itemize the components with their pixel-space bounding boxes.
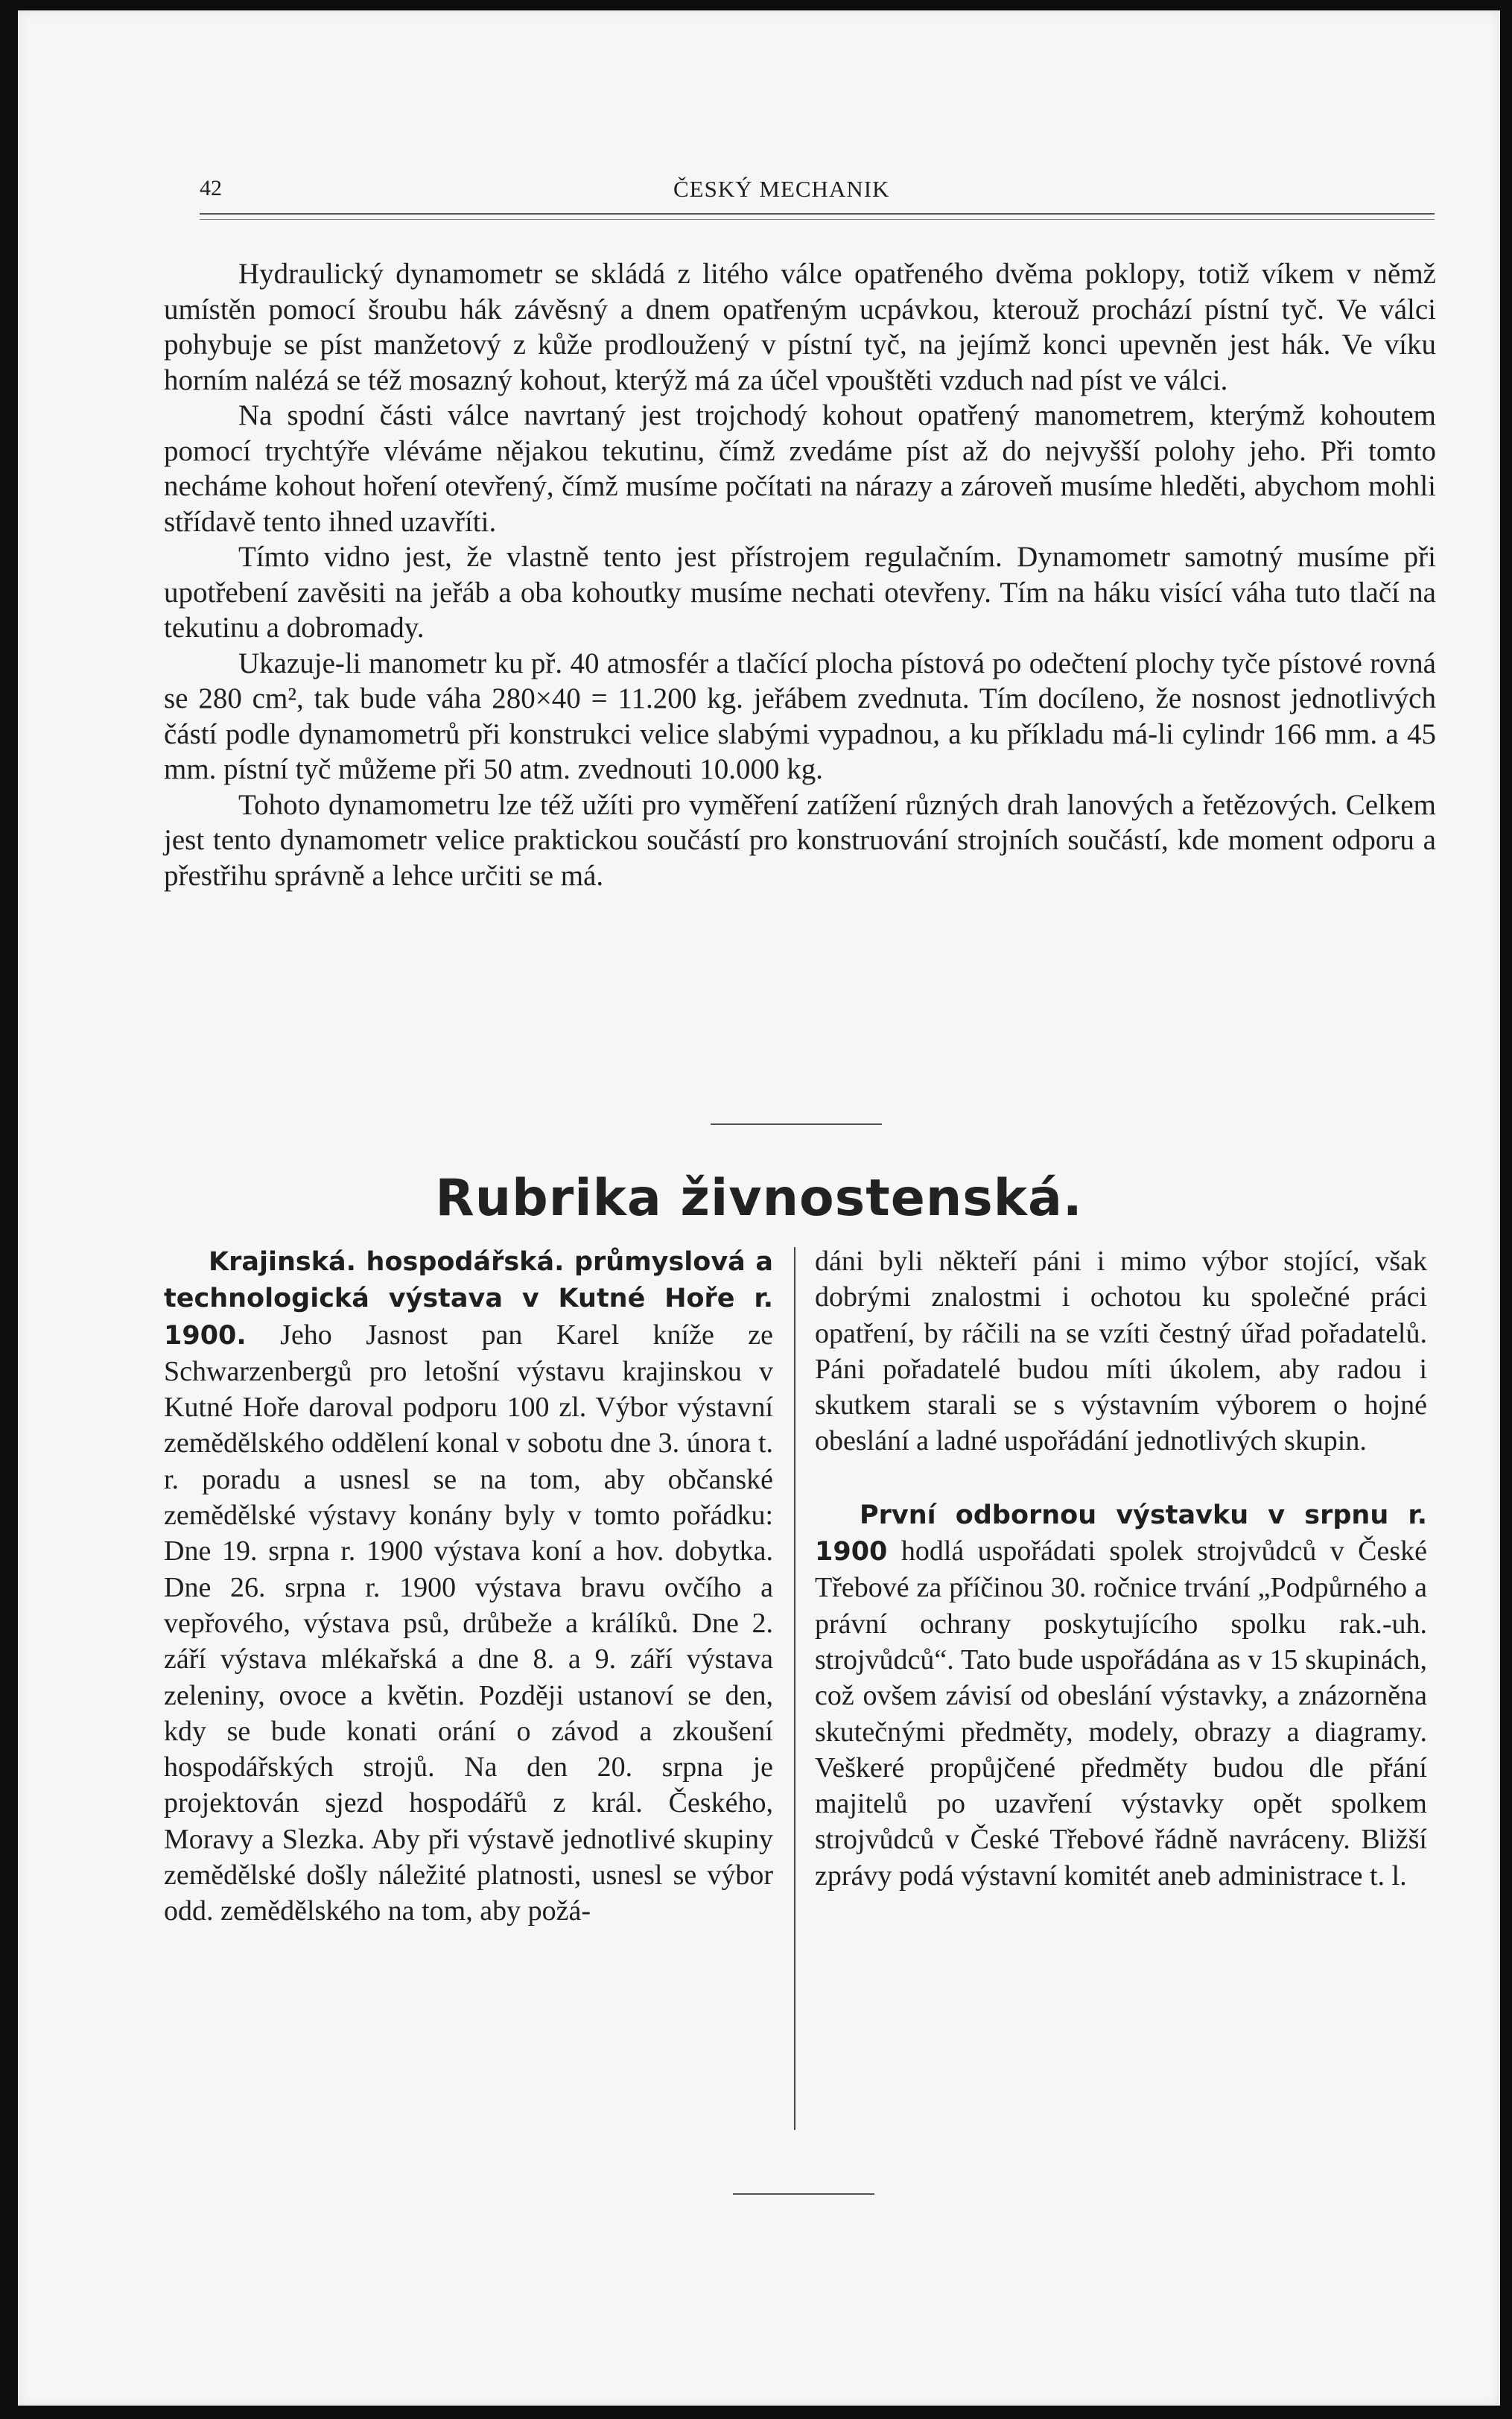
article-continuation: dáni byli někteří páni i mimo výbor stojící, však dobrými znalostmi i ochotou ku společné práci opatření, by ráčili na se vzíti čestný úřad pořadatelů. Páni pořadatelé budou míti úkolem, aby radou i skutkem starali se s výstavním výborem o hojné obeslání a ladné uspořádání jednotlivých skupin. (815, 1246, 1427, 1457)
end-separator (733, 2193, 874, 2195)
section-title: Rubrika živnostenská. (435, 1169, 1083, 1228)
article-lead: První odbornou výstavku v srpnu r. 1900 (815, 1500, 1427, 1567)
page-header (200, 176, 1292, 206)
article-paragraph: Ukazuje-li manometr ku př. 40 atmosfér a tlačící plocha pístová po odečtení plochy tyče pístové rovná se 280 cm², tak bude váha 280×40 = 11.200 kg. jeřábem zvednuta. Tím docíleno, že nosnost jednotlivých částí podle dynamometrů při konstrukci velice slabými vypadnou, a ku příkladu má-li cylindr 166 mm. a 45 mm. pístní tyč můžeme při 50 atm. zvednouti 10.000 kg. (164, 647, 1436, 785)
article-lead: Krajinská. hospodářská. průmyslová a technologická výstava v Kutné Hoře r. 1900. (164, 1247, 773, 1351)
dynamometer-article (164, 256, 1436, 893)
article-paragraph: Tímto vidno jest, že vlastně tento jest přístrojem regulačním. Dynamometr samotný musíme při upotřebení zavěsiti na jeřáb a oba kohoutky musíme nechati otevřeny. Tím na háku visící váha tuto tlačí na tekutinu a dobromady. (164, 541, 1436, 644)
article-body: Jeho Jasnost pan Karel kníže ze Schwarzenbergů pro letošní výstavu krajinskou v Kutné Hoře daroval podporu 100 zl. Výbor výstavní zemědělského oddělení konal v sobotu dne 3. února t. r. poradu a usnesl se na tom, aby občanské zemědělské výstavy konány byly v tomto pořádku: Dne 19. srpna r. 1900 výstava koní a hov. dobytka. Dne 26. srpna r. 1900 výstava bravu ovčího a vepřového, výstava psů, drůbeže a králíků. Dne 2. září výstava mlékařská a dne 8. a 9. září výstava zeleniny, ovoce a květin. Později ustanoví se den, kdy se bude konati orání o závod a zkoušení hospodářských strojů. Na den 20. srpna je projektován sjezd hospodářů z král. Českého, Moravy a Slezka. Aby při výstavě jednotlivé skupiny zemědělské došly náležité platnosti, usnesl se výbor odd. zemědělského na tom, aby požá- (164, 1319, 774, 1927)
article-paragraph: Tohoto dynamometru lze též užíti pro vyměření zatížení různých drah lanových a řetězových. Celkem jest tento dynamometr velice praktickou součástí pro konstruování strojních součástí, kde moment odporu a přestřihu správně a lehce určiti se má. (164, 788, 1436, 892)
exhibition-ceska-trebova (815, 1497, 1427, 1894)
right-column (815, 1243, 1427, 1894)
left-column (164, 1243, 773, 1930)
scanned-page (18, 10, 1500, 2406)
article-body: hodlá uspořádati spolek strojvůdců v České Třebové za příčinou 30. ročnice trvání „Podpůrného a právní ochrany poskytujícího spolku rak.-uh. strojvůdců“. Tato bude uspořádána as v 15 skupinách, což ovšem závisí od obeslání výstavky, a znázorněna skutečnými předměty, modely, obrazy a diagramy. Veškeré propůjčené předměty budou dle přání majitelů po uzavření výstavky opět spolkem strojvůdců v České Třebové řádně navráceny. Bližší zprávy podá výstavní komitét aneb administrace t. l. (815, 1535, 1428, 1892)
paragraph-gap (815, 1459, 1427, 1497)
column-divider (794, 1247, 795, 2130)
page-number: 42 (200, 176, 222, 200)
header-rule-top (200, 213, 1435, 215)
header-rule-bottom (200, 219, 1435, 220)
journal-title: ČESKÝ MECHANIK (673, 176, 890, 202)
article-paragraph: Hydraulický dynamometr se skládá z litého válce opatřeného dvěma poklopy, totiž víkem v němž umístěn pomocí šroubu hák závěsný a dnem opatřeným ucpávkou, kterouž prochází pístní tyč. Ve válci pohybuje se píst manžetový z kůže prodloužený v pístní tyč, na jejímž konci upevněn jest hák. Ve víku horním nalézá se též mosazný kohout, kterýž má za účel vpouštěti vzduch nad píst ve válci. (164, 258, 1436, 396)
article-paragraph: Na spodní části válce navrtaný jest trojchodý kohout opatřený manometrem, kterýmž kohoutem pomocí trychtýře vléváme nějakou tekutinu, čímž zvedáme píst až do nejvyšší polohy jeho. Při tomto necháme kohout hoření otevřený, čímž musíme počítati na nárazy a zároveň musíme hleděti, abychom mohli střídavě tento ihned uzavříti. (164, 399, 1436, 538)
section-separator (711, 1123, 882, 1125)
exhibition-kutna-hora (164, 1243, 773, 1930)
